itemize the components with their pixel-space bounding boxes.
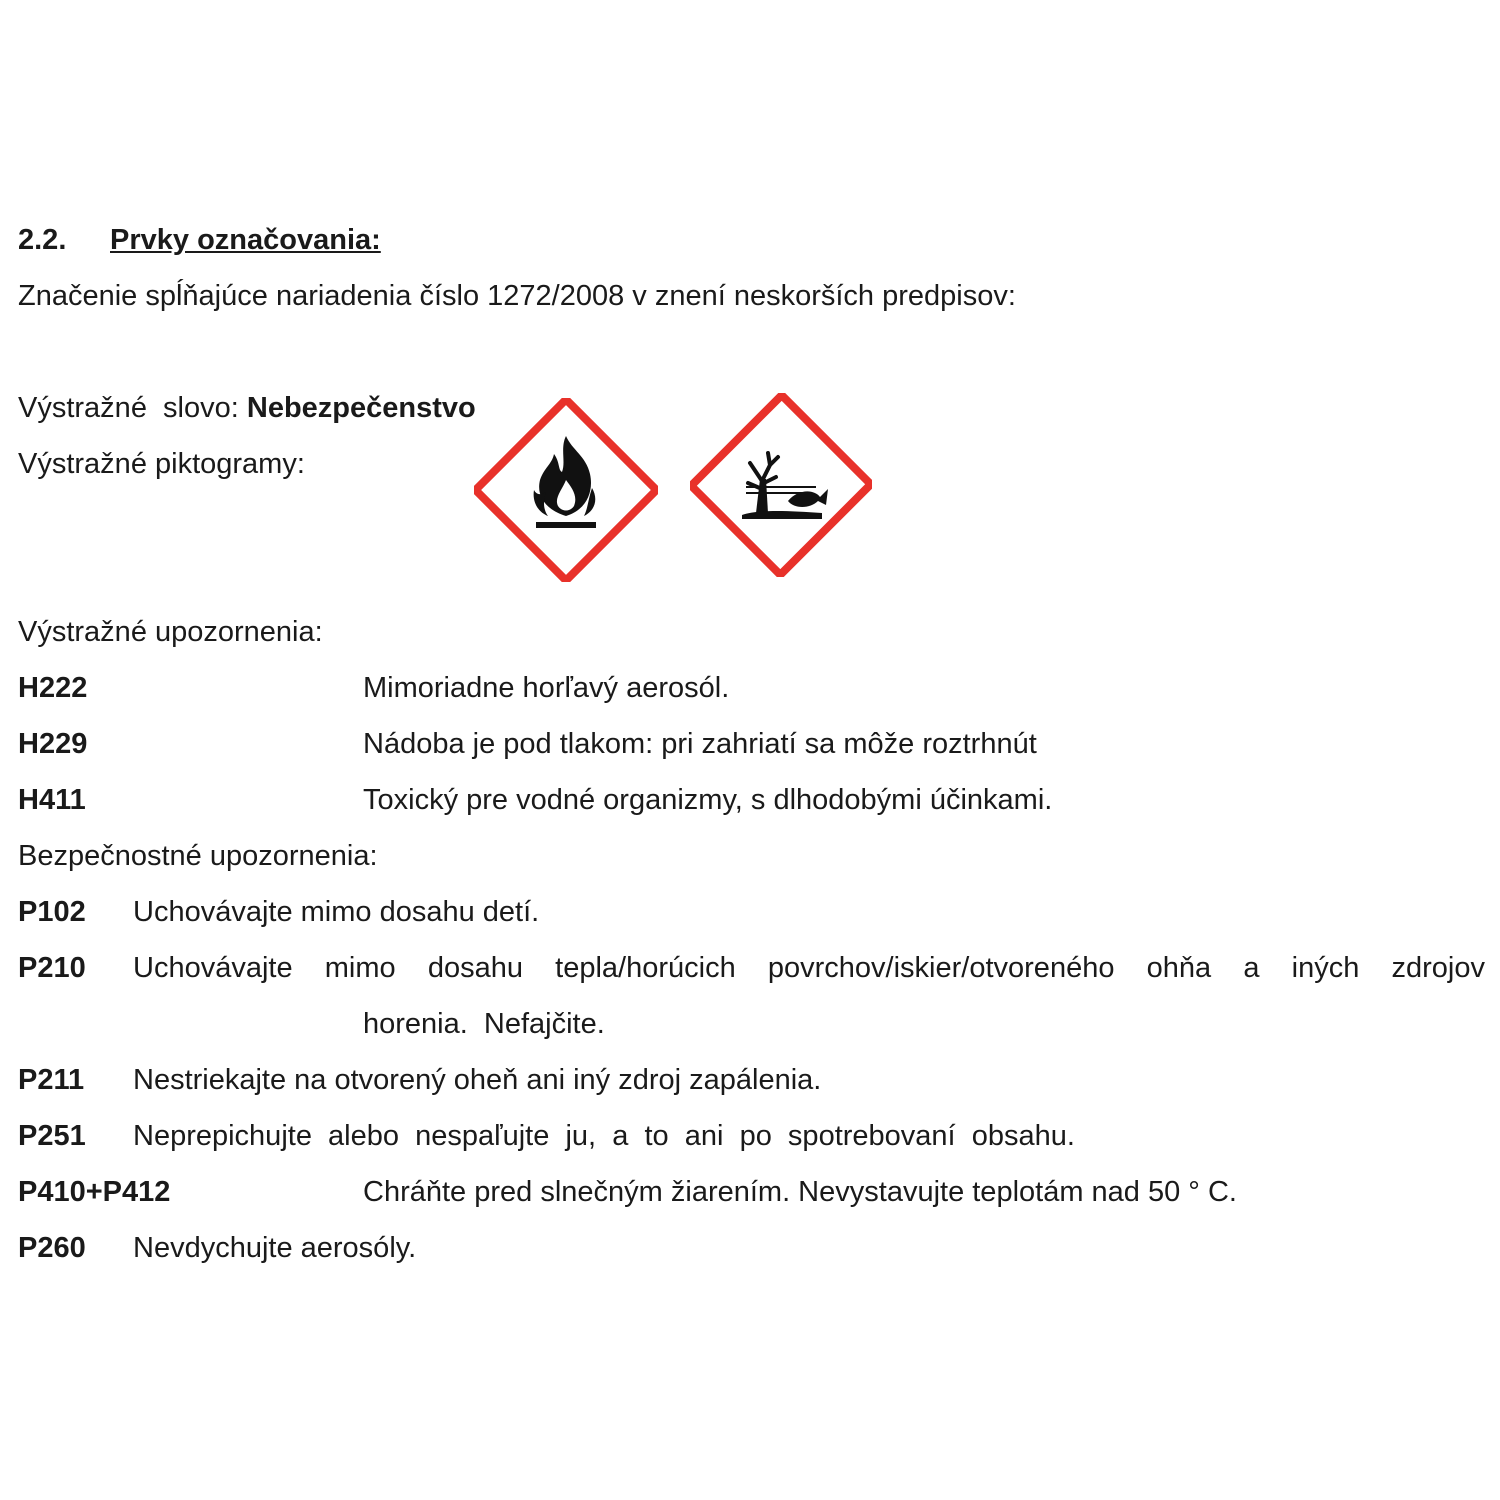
hazard-label: Výstražné upozornenia: — [18, 616, 323, 648]
precaution-code: P102 — [18, 896, 86, 928]
precaution-label: Bezpečnostné upozornenia: — [18, 840, 378, 872]
precaution-text: Neprepichujte alebo nespaľujte ju, a to ani po spotrebovaní obsahu. — [133, 1120, 1075, 1152]
pictograms-label: Výstražné piktogramy: — [18, 448, 305, 480]
section-number: 2.2. — [18, 224, 67, 256]
precaution-code: P210 — [18, 952, 86, 984]
precaution-text: Uchovávajte mimo dosahu tepla/horúcich povrchov/iskier/otvoreného ohňa a iných zdrojov — [133, 952, 1485, 984]
signal-word-value: Nebezpečenstvo — [246, 392, 476, 424]
precaution-text-continued: horenia. Nefajčite. — [363, 1008, 605, 1040]
precaution-code: P410+P412 — [18, 1176, 171, 1208]
signal-word-label: Výstražné slovo: — [18, 392, 247, 424]
precaution-code: P260 — [18, 1232, 86, 1264]
section-intro: Značenie spĺňajúce nariadenia číslo 1272/2008 v znení neskorších predpisov: — [18, 280, 1016, 312]
hazard-code: H229 — [18, 728, 88, 760]
hazard-text: Mimoriadne horľavý aerosól. — [363, 672, 730, 704]
environment-pictogram-icon — [690, 393, 872, 577]
flame-pictogram-icon — [474, 398, 658, 582]
hazard-code: H222 — [18, 672, 88, 704]
precaution-text: Nestriekajte na otvorený oheň ani iný zdroj zapálenia. — [133, 1064, 822, 1096]
hazard-code: H411 — [18, 784, 86, 816]
precaution-code: P251 — [18, 1120, 86, 1152]
hazard-text: Nádoba je pod tlakom: pri zahriatí sa môže roztrhnút — [363, 728, 1037, 760]
precaution-code: P211 — [18, 1064, 85, 1096]
signal-word-row — [18, 390, 476, 426]
precaution-text: Chráňte pred slnečným žiarením. Nevystavujte teplotám nad 50 ° C. — [363, 1176, 1237, 1208]
section-title: Prvky označovania: — [110, 224, 381, 256]
hazard-text: Toxický pre vodné organizmy, s dlhodobými účinkami. — [363, 784, 1053, 816]
precaution-text: Uchovávajte mimo dosahu detí. — [133, 896, 540, 928]
precaution-text: Nevdychujte aerosóly. — [133, 1232, 417, 1264]
